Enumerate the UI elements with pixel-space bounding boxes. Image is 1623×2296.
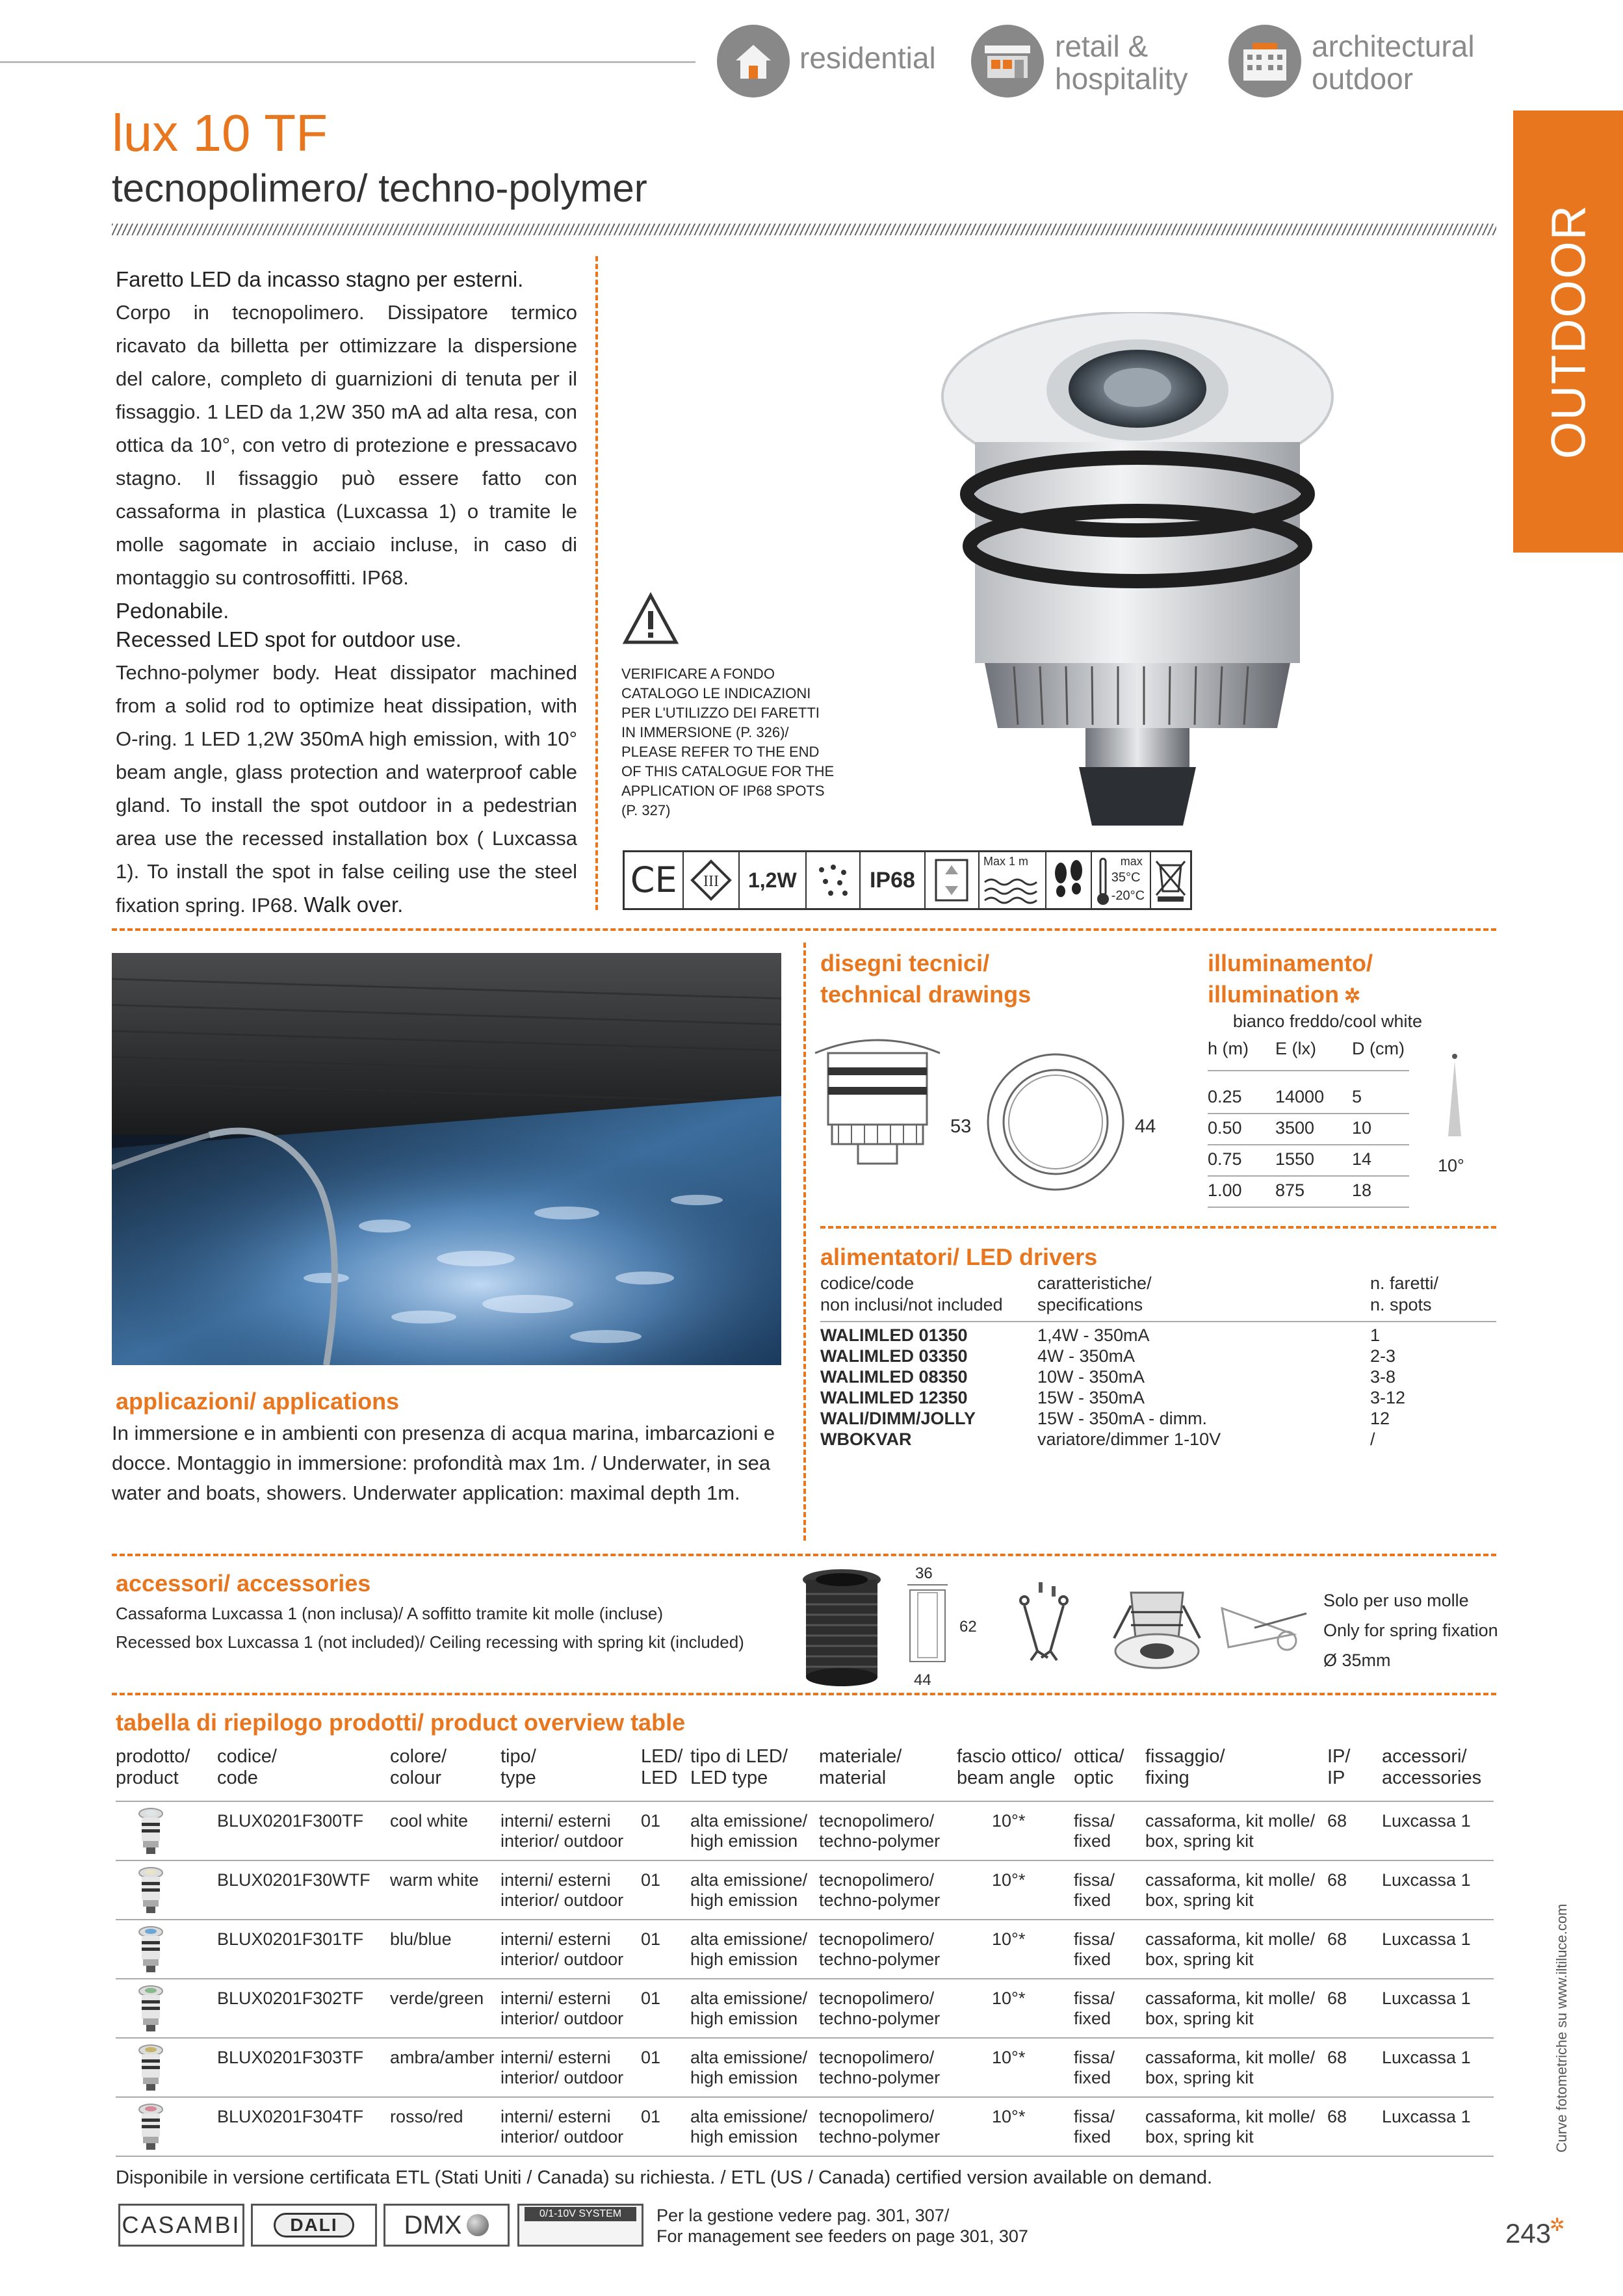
table-cell: 10°* [992,1870,1026,1890]
table-cell: fissa/ fixed [1074,1870,1115,1910]
table-cell: interni/ esterni interior/ outdoor [500,1811,624,1851]
driver-code: WALIMLED 12350 [820,1388,968,1407]
page-title: lux 10 TF [112,104,328,162]
overview-bottom-rule [116,2156,1494,2157]
table-cell: 01 [641,1929,661,1949]
temp-low-value: -20°C [1111,889,1145,903]
table-cell: 68 [1327,1989,1347,2008]
diameter-dimension: 44 [1135,1116,1156,1137]
table-cell: BLUX0201F302TF [217,1989,364,2008]
illumination-title-text: illuminamento/ illumination [1208,950,1373,1008]
box-dim-bottom: 44 [914,1671,931,1689]
driver-row [820,1346,1496,1366]
spring-fixation-image [1215,1595,1313,1663]
application-photo [112,953,781,1365]
drivers-title: alimentatori/ LED drivers [820,1244,1098,1270]
spring-kit-image [1005,1580,1089,1667]
spring-note-1: Solo per uso molle [1323,1591,1469,1610]
table-cell: tecnopolimero/ techno-polymer [819,1989,941,2028]
technical-drawing-top [984,1050,1127,1197]
column-divider [595,256,598,910]
table-cell: interni/ esterni interior/ outdoor [500,1870,624,1910]
description-en [116,623,577,922]
description-en-tail: Walk over. [304,893,404,917]
driver-spec: 4W - 350mA [1037,1346,1136,1366]
description-en-heading: Recessed LED spot for outdoor use. [116,627,461,651]
table-cell: cassaforma, kit molle/ box, spring kit [1145,1811,1316,1851]
driver-row [820,1366,1496,1387]
table-cell: tecnopolimero/ techno-polymer [819,2107,941,2146]
table-cell: cassaforma, kit molle/ box, spring kit [1145,1870,1316,1910]
table-row [116,2096,1494,2155]
analog-system-logo [517,2204,643,2247]
spring-mounted-image [1105,1573,1209,1680]
photometric-side-note [1546,1846,1578,2210]
category-retail: retail & hospitality [1055,29,1188,96]
product-thumbnail [138,1925,164,1974]
temp-high-value: 35°C [1111,870,1141,885]
table-cell: 10°* [992,1929,1026,1949]
header-rule [0,61,695,63]
class-iii-text: III [703,873,720,890]
table-cell: Luxcassa 1 [1382,2048,1471,2067]
table-cell: 68 [1327,1929,1347,1949]
etl-note: Disponibile in versione certificata ETL (Stati Uniti / Canada) su richiesta. / ETL (US / Canada) certified version available on demand. [116,2167,1213,2188]
retail-icon [971,25,1044,98]
table-cell: BLUX0201F30WTF [217,1870,370,1890]
applications-title: applicazioni/ applications [116,1388,400,1415]
table-row [116,2037,1494,2096]
page-subtitle: tecnopolimero/ techno-polymer [112,166,647,210]
table-cell: cassaforma, kit molle/ box, spring kit [1145,2107,1316,2146]
table-cell: verde/green [390,1989,484,2008]
table-cell: alta emissione/ high emission [690,1870,808,1910]
table-row [116,1860,1494,1918]
casambi-logo [118,2204,244,2247]
table-row [116,1919,1494,1977]
column-divider-2 [803,943,806,1541]
section-divider-1 [112,928,1496,931]
driver-row [820,1325,1496,1346]
table-cell: 68 [1327,2107,1347,2126]
driver-spots: 12 [1370,1409,1390,1428]
temp-max-label: max [1120,855,1143,868]
product-thumbnail [138,1807,164,1855]
table-cell: BLUX0201F303TF [217,2048,364,2067]
building-icon [1228,25,1301,98]
illum-header-e: E (lx) [1275,1039,1316,1058]
drivers-header-spots: n. faretti/ n. spots [1370,1273,1439,1314]
temperature-icon [1092,852,1151,908]
driver-spots: 2-3 [1370,1346,1396,1366]
table-cell: warm white [390,1870,479,1890]
table-cell: 10°* [992,2107,1026,2126]
walkover-arrow-icon [926,852,980,908]
table-cell: Luxcassa 1 [1382,1870,1471,1890]
table-cell: interni/ esterni interior/ outdoor [500,2107,624,2146]
illum-header-h: h (m) [1208,1039,1249,1058]
table-cell: interni/ esterni interior/ outdoor [500,1989,624,2028]
table-cell: Luxcassa 1 [1382,1811,1471,1831]
drawings-title: disegni tecnici/ technical drawings [820,950,1032,1008]
luxcassa-drawing [905,1582,950,1670]
drivers-rows [820,1325,1496,1450]
overview-header: prodotto/ product codice/ code colore/ colour tipo/ type LED/ LED tipo di LED/ LED type materiale/ material fascio ottico/ beam angle ottica/ optic fissaggio/ fixing IP/ IP accessori/ accessories [116,1746,1482,1788]
class-iii-icon [684,852,739,908]
table-cell: alta emissione/ high emission [690,1811,808,1851]
casambi-logo-text: CASAMBI [122,2211,241,2238]
product-photo [923,312,1352,832]
table-cell: rosso/red [390,2107,463,2126]
driver-spec: variatore/dimmer 1-10V [1037,1429,1221,1449]
table-cell: cassaforma, kit molle/ box, spring kit [1145,1989,1316,2028]
description-en-body: Techno-polymer body. Heat dissipator machined from a solid rod to optimize heat dissipation, with O-ring. 1 LED 1,2W 350mA high emission, with 10° beam angle, glass protection and waterproof cable gland. To install the spot outdoor in a pedestrian area use the recessed installation box ( Luxcassa 1). To install the spot in false ceiling use the steel fixation spring. IP68. [116,661,577,917]
driver-code: WALI/DIMM/JOLLY [820,1409,976,1428]
driver-row [820,1408,1496,1429]
table-cell: 68 [1327,1870,1347,1890]
footprint-icon [1046,852,1091,908]
table-cell: 68 [1327,1811,1347,1831]
table-cell: tecnopolimero/ techno-polymer [819,1811,941,1851]
photometric-note-text: Curve fotometriche su www.iltiluce.com [1553,1903,1570,2153]
table-cell: 10°* [992,2048,1026,2067]
dmx-logo [383,2204,510,2247]
feeders-note-it: Per la gestione vedere pag. 301, 307/ [656,2206,950,2225]
beam-cone-icon [1442,1053,1468,1141]
technical-drawing-side [812,1027,942,1180]
side-tab-label: OUTDOOR [1541,203,1595,460]
table-cell: fissa/ fixed [1074,2107,1115,2146]
product-thumbnail [138,1866,164,1914]
box-dim-side: 62 [959,1618,977,1636]
table-cell: BLUX0201F301TF [217,1929,364,1949]
table-cell: 10°* [992,1989,1026,2008]
title-hatch-rule [112,224,1496,235]
driver-row [820,1387,1496,1408]
max-depth-label: Max 1 m [983,855,1028,868]
drivers-header-code: codice/code non inclusi/not included [820,1273,1003,1314]
category-architectural: architectural outdoor [1312,29,1475,96]
sun-icon: ✲ [1344,985,1361,1007]
table-cell: tecnopolimero/ techno-polymer [819,1870,941,1910]
driver-row [820,1429,1496,1450]
box-dim-top: 36 [915,1565,933,1582]
product-thumbnail [138,2044,164,2092]
driver-code: WALIMLED 08350 [820,1367,968,1387]
table-cell: blu/blue [390,1929,452,1949]
drivers-header-spec: caratteristiche/ specifications [1037,1273,1152,1314]
table-cell: tecnopolimero/ techno-polymer [819,2048,941,2087]
table-cell: fissa/ fixed [1074,1989,1115,2028]
table-cell: BLUX0201F300TF [217,1811,364,1831]
table-cell: alta emissione/ high emission [690,2048,808,2087]
luxcassa-box-image [799,1568,884,1695]
table-cell: cassaforma, kit molle/ box, spring kit [1145,2048,1316,2087]
table-cell: 01 [641,2107,661,2126]
table-cell: 01 [641,2048,661,2067]
table-row [116,1978,1494,2037]
category-residential: residential [799,41,936,75]
table-cell: Luxcassa 1 [1382,2107,1471,2126]
ip-label: IP68 [861,852,925,908]
illumination-subtitle: bianco freddo/cool white [1232,1011,1422,1031]
analog-system-label: 0/1-10V SYSTEM [525,2207,636,2221]
sun-icon-small: ✲ [1550,2215,1565,2235]
weee-bin-icon [1151,852,1190,908]
spring-note-3: Ø 35mm [1323,1650,1391,1670]
illumination-title [1208,948,1373,1012]
outdoor-side-tab [1513,111,1623,553]
table-cell: cool white [390,1811,469,1831]
table-cell: fissa/ fixed [1074,1811,1115,1851]
power-label: 1,2W [740,852,807,908]
accessories-line-1: Cassaforma Luxcassa 1 (non inclusa)/ A soffitto tramite kit molle (incluse) [116,1604,663,1623]
driver-spec: 15W - 350mA [1037,1388,1145,1407]
driver-spots: / [1370,1429,1375,1449]
driver-spots: 1 [1370,1325,1381,1345]
residential-icon [717,25,790,98]
dali-logo [251,2204,377,2247]
warning-icon [621,592,680,651]
feeders-note [656,2205,1028,2247]
section-divider-3 [112,1693,1496,1695]
section-divider-2 [112,1554,1496,1556]
driver-code: WBOKVAR [820,1429,912,1449]
dmx-logo-text: DMX [404,2210,462,2239]
table-cell: alta emissione/ high emission [690,1929,808,1969]
description-it-tail: Pedonabile. [116,599,229,623]
table-cell: 01 [641,1811,661,1831]
ce-mark: CE [625,852,684,908]
table-cell: BLUX0201F304TF [217,2107,364,2126]
product-thumbnail [138,1985,164,2033]
table-row [116,1801,1494,1859]
driver-spec: 15W - 350mA - dimm. [1037,1409,1208,1428]
table-cell: alta emissione/ high emission [690,1989,808,2028]
table-cell: interni/ esterni interior/ outdoor [500,2048,624,2087]
accessories-line-2: Recessed box Luxcassa 1 (not included)/ Ceiling recessing with spring kit (included) [116,1632,744,1652]
immersion-depth-icon [980,852,1046,908]
table-cell: tecnopolimero/ techno-polymer [819,1929,941,1969]
table-cell: cassaforma, kit molle/ box, spring kit [1145,1929,1316,1969]
table-cell: Luxcassa 1 [1382,1989,1471,2008]
accessories-title: accessori/ accessories [116,1570,371,1597]
driver-spots: 3-8 [1370,1367,1396,1387]
table-cell: alta emissione/ high emission [690,2107,808,2146]
driver-spec: 1,4W - 350mA [1037,1325,1150,1345]
description-it-heading: Faretto LED da incasso stagno per esterni. [116,267,524,291]
overview-title: tabella di riepilogo prodotti/ product overview table [116,1709,686,1736]
driver-spec: 10W - 350mA [1037,1367,1145,1387]
feeders-note-en: For management see feeders on page 301, 307 [656,2226,1028,2246]
table-cell: 68 [1327,2048,1347,2067]
table-cell: 01 [641,1989,661,2008]
driver-code: WALIMLED 03350 [820,1346,968,1366]
table-cell: 01 [641,1870,661,1890]
table-cell: 10°* [992,1811,1026,1831]
table-cell: interni/ esterni interior/ outdoor [500,1929,624,1969]
warning-text: VERIFICARE A FONDO CATALOGO LE INDICAZIONI PER L'UTILIZZO DEI FARETTI IN IMMERSIONE (P. 326)/ PLEASE REFER TO THE END OF THIS CATALOGUE FOR THE APPLICATION OF IP68 SPOTS (P. 327) [621,666,835,818]
certification-strip [623,850,1192,910]
description-it-body: Corpo in tecnopolimero. Dissipatore termico ricavato da billetta per ottimizzare la dispersione del calore, completo di guarnizioni di tenuta per il fissaggio. 1 LED da 1,2W 350 mA ad alta resa, con ottica da 10°, con vetro di protezione e pressacavo stagno. Il fissaggio può essere fatto con cassaforma in plastica (Luxcassa 1) o tramite le molle sagomate in acciaio incluse, in caso di montaggio su controsoffitti. IP68. [116,301,577,589]
beam-angle-label: 10° [1438,1156,1464,1175]
description-it [116,263,577,627]
applications-text: In immersione e in ambienti con presenza di acqua marina, imbarcazioni e docce. Montaggio in immersione: profondità max 1m. / Underwater, in sea water and boats, showers. Underwater application: maximal depth 1m. [112,1422,775,1504]
driver-code: WALIMLED 01350 [820,1325,968,1345]
driver-spots: 3-12 [1370,1388,1406,1407]
illum-header-d: D (cm) [1352,1039,1405,1058]
product-thumbnail [138,2103,164,2151]
dali-logo-text: DALI [290,2215,338,2235]
height-dimension: 53 [950,1116,972,1137]
table-cell: ambra/amber [390,2048,495,2067]
table-cell: fissa/ fixed [1074,1929,1115,1969]
page-number: 243 [1505,2218,1552,2249]
table-cell: fissa/ fixed [1074,2048,1115,2087]
led-cluster-icon [807,852,861,908]
section-divider-drivers [820,1226,1496,1229]
table-cell: Luxcassa 1 [1382,1929,1471,1949]
spring-note-2: Only for spring fixation [1323,1621,1498,1640]
